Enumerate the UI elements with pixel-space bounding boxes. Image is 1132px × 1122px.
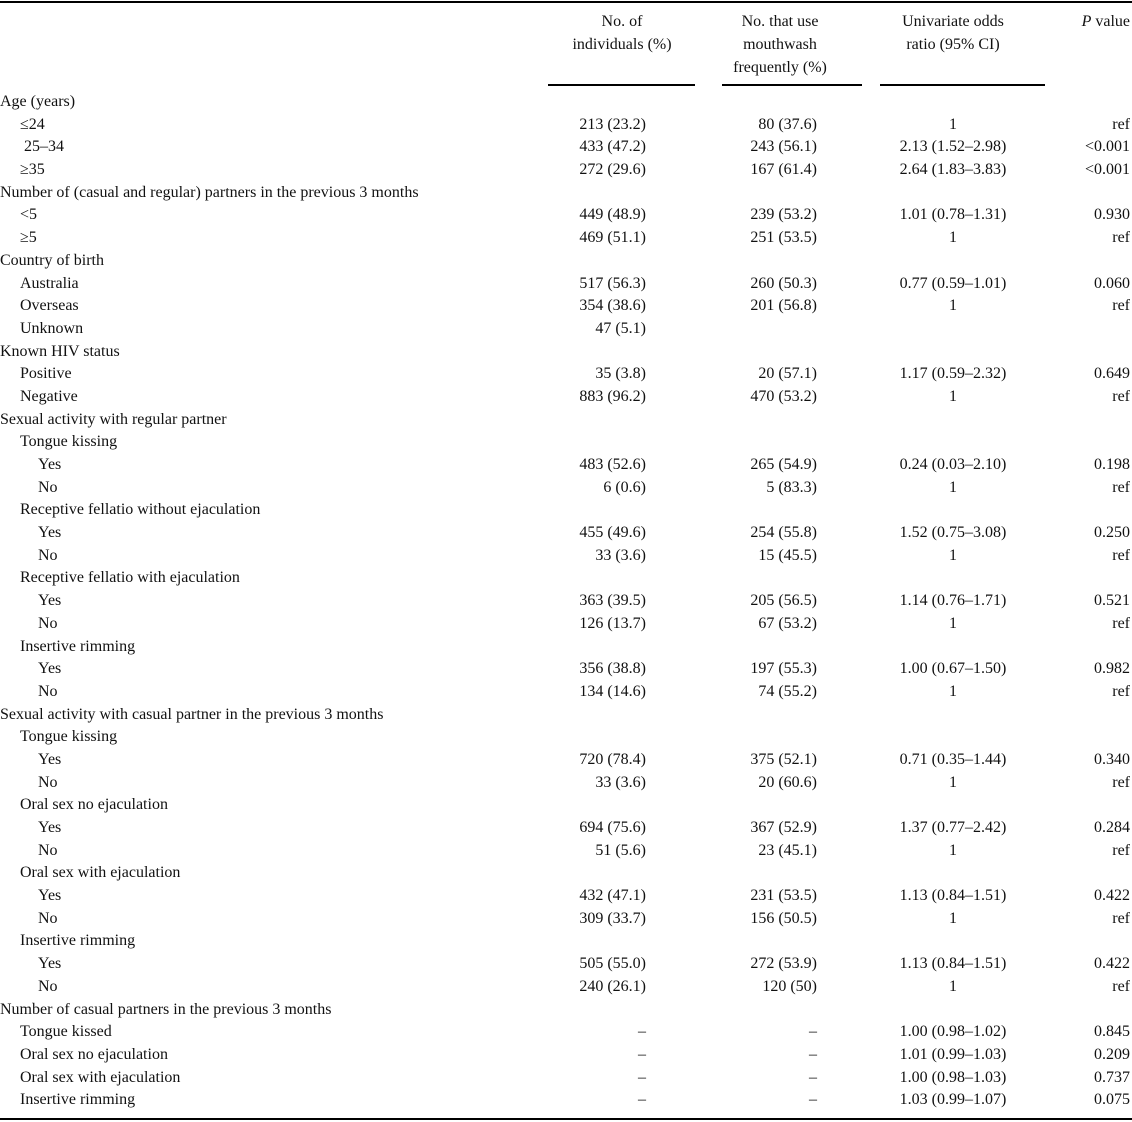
cell-p-value: 0.737	[1094, 1068, 1130, 1086]
cell-mouthwash: –	[809, 1068, 817, 1086]
cell-mouthwash: 120 (50)	[762, 977, 817, 995]
cell-odds-ratio: 1.00 (0.98–1.02)	[899, 1023, 1007, 1041]
table-row	[0, 409, 1132, 432]
row-label: Oral sex no ejaculation	[20, 1045, 168, 1063]
cell-odds-ratio: 1.17 (0.59–2.32)	[899, 365, 1007, 383]
row-label: Negative	[20, 387, 78, 405]
table-row	[0, 658, 1132, 681]
header-mouthwash-line: mouthwash	[743, 36, 817, 53]
cell-mouthwash: 156 (50.5)	[750, 909, 817, 927]
table-row	[0, 318, 1132, 341]
row-label: No	[38, 682, 58, 700]
table-row	[0, 454, 1132, 477]
cell-individuals: –	[638, 1045, 646, 1063]
cell-individuals: –	[638, 1068, 646, 1086]
header-mouthwash	[700, 10, 860, 79]
table-row	[0, 567, 1132, 590]
cell-p-value: 0.284	[1094, 819, 1130, 836]
cell-p-value: 0.422	[1094, 955, 1130, 973]
cell-mouthwash: 74 (55.2)	[758, 682, 817, 700]
row-label: Australia	[20, 274, 79, 292]
cell-p-value: <0.001	[1084, 161, 1130, 179]
cell-mouthwash: 239 (53.2)	[750, 206, 817, 224]
header-odds-ratio	[874, 10, 1032, 56]
row-label: Known HIV status	[0, 342, 120, 360]
cell-odds-ratio: 1.37 (0.77–2.42)	[899, 819, 1007, 836]
cell-individuals: 213 (23.2)	[579, 115, 646, 133]
table-row	[0, 522, 1132, 545]
cell-p-value: 0.198	[1094, 456, 1130, 473]
header-individuals	[532, 10, 712, 56]
cell-individuals: 883 (96.2)	[579, 387, 646, 405]
cell-odds-ratio: 1	[949, 387, 957, 405]
cell-individuals: 455 (49.6)	[579, 524, 646, 542]
table-row	[0, 499, 1132, 522]
row-label: Yes	[38, 955, 62, 973]
cell-p-value: 0.340	[1094, 750, 1130, 768]
table-row	[0, 363, 1132, 386]
cell-odds-ratio: 1.01 (0.99–1.03)	[899, 1045, 1007, 1063]
cell-odds-ratio: 1	[949, 478, 957, 496]
table-row	[0, 545, 1132, 568]
cell-mouthwash: 15 (45.5)	[758, 546, 817, 564]
cell-mouthwash: 265 (54.9)	[750, 456, 817, 473]
table-row	[0, 295, 1132, 318]
cell-odds-ratio: 1	[949, 977, 957, 995]
row-label: Insertive rimming	[20, 932, 136, 950]
cell-odds-ratio: 1.14 (0.76–1.71)	[899, 592, 1007, 610]
table-row	[0, 182, 1132, 205]
cell-mouthwash: 197 (55.3)	[750, 660, 817, 678]
table-bottom-rule	[0, 1118, 1132, 1120]
row-label: Country of birth	[0, 251, 104, 269]
row-label: Yes	[38, 524, 62, 542]
cell-odds-ratio: 1.00 (0.98–1.03)	[899, 1068, 1007, 1086]
row-label: No	[38, 478, 58, 496]
table-row	[0, 341, 1132, 364]
table-row	[0, 772, 1132, 795]
row-label: Oral sex with ejaculation	[20, 864, 181, 882]
header-individuals-line: No. of	[601, 13, 643, 30]
header-underline	[880, 84, 1045, 86]
cell-odds-ratio: 1	[949, 909, 957, 927]
cell-mouthwash: 67 (53.2)	[758, 614, 817, 632]
cell-individuals: 720 (78.4)	[579, 750, 646, 768]
cell-odds-ratio: 1.00 (0.67–1.50)	[899, 660, 1007, 678]
cell-p-value: <0.001	[1084, 138, 1130, 156]
table-row	[0, 431, 1132, 454]
row-label: Sexual activity with regular partner	[0, 410, 227, 428]
cell-individuals: 354 (38.6)	[579, 297, 646, 315]
cell-p-value: 0.075	[1094, 1091, 1130, 1109]
cell-mouthwash: 470 (53.2)	[750, 387, 817, 405]
table-row	[0, 749, 1132, 772]
cell-p-value: 0.982	[1094, 660, 1130, 678]
table-body	[0, 91, 1132, 1112]
row-label: No	[38, 977, 58, 995]
table-row	[0, 885, 1132, 908]
cell-odds-ratio: 1	[949, 614, 957, 632]
cell-individuals: 433 (47.2)	[579, 138, 646, 156]
cell-p-value: ref	[1112, 115, 1130, 133]
table-row	[0, 1044, 1132, 1067]
row-label: Yes	[38, 592, 62, 610]
cell-p-value: 0.060	[1094, 274, 1130, 292]
header-p-value	[1050, 10, 1130, 33]
table-row	[0, 704, 1132, 727]
row-label: Insertive rimming	[20, 1091, 136, 1109]
cell-odds-ratio: 1	[949, 115, 957, 133]
cell-p-value: ref	[1112, 773, 1130, 791]
cell-odds-ratio: 1	[949, 841, 957, 859]
cell-p-value: ref	[1112, 841, 1130, 859]
row-label: ≥5	[20, 229, 37, 247]
cell-p-value: ref	[1112, 297, 1130, 315]
row-label: Receptive fellatio without ejaculation	[20, 501, 261, 519]
cell-mouthwash: 5 (83.3)	[766, 478, 817, 496]
cell-individuals: 432 (47.1)	[579, 887, 646, 905]
table-row	[0, 953, 1132, 976]
table-row	[0, 590, 1132, 613]
cell-odds-ratio: 0.24 (0.03–2.10)	[899, 456, 1007, 473]
row-label: Tongue kissed	[20, 1023, 112, 1041]
cell-individuals: 309 (33.7)	[579, 909, 646, 927]
cell-mouthwash: 375 (52.1)	[750, 750, 817, 768]
table-row	[0, 1021, 1132, 1044]
cell-individuals: 356 (38.8)	[579, 660, 646, 678]
cell-mouthwash: 367 (52.9)	[750, 819, 817, 836]
table-row	[0, 794, 1132, 817]
row-label: Number of (casual and regular) partners in the previous 3 months	[0, 183, 419, 201]
table-row	[0, 930, 1132, 953]
table-row	[0, 114, 1132, 137]
header-underline	[722, 84, 862, 86]
cell-mouthwash: 80 (37.6)	[758, 115, 817, 133]
cell-mouthwash: 260 (50.3)	[750, 274, 817, 292]
table-row	[0, 908, 1132, 931]
row-label: Tongue kissing	[20, 728, 118, 746]
header-p-symbol: P	[1081, 13, 1092, 30]
cell-individuals: 126 (13.7)	[579, 614, 646, 632]
cell-odds-ratio: 1.01 (0.78–1.31)	[899, 206, 1007, 224]
row-label: ≥35	[20, 161, 45, 179]
cell-odds-ratio: 0.71 (0.35–1.44)	[899, 750, 1007, 768]
row-label: Yes	[38, 819, 62, 836]
cell-individuals: 35 (3.8)	[595, 365, 646, 383]
cell-odds-ratio: 1.52 (0.75–3.08)	[899, 524, 1007, 542]
cell-odds-ratio: 1.13 (0.84–1.51)	[899, 955, 1007, 973]
table-row	[0, 159, 1132, 182]
table-row	[0, 862, 1132, 885]
row-label: Number of casual partners in the previous 3 months	[0, 1000, 332, 1018]
cell-odds-ratio: 1	[949, 229, 957, 247]
table-row	[0, 613, 1132, 636]
cell-individuals: 51 (5.6)	[595, 841, 646, 859]
cell-p-value: 0.209	[1094, 1045, 1130, 1063]
header-underline	[548, 84, 695, 86]
row-label: Unknown	[20, 319, 84, 337]
cell-mouthwash: –	[809, 1091, 817, 1109]
row-label: Tongue kissing	[20, 433, 118, 451]
cell-p-value: ref	[1112, 387, 1130, 405]
header-mouthwash-line: frequently (%)	[733, 59, 827, 76]
cell-individuals: 6 (0.6)	[603, 478, 646, 496]
cell-odds-ratio: 2.13 (1.52–2.98)	[899, 138, 1007, 156]
table-row	[0, 1067, 1132, 1090]
cell-mouthwash: 231 (53.5)	[750, 887, 817, 905]
header-p-text: value	[1091, 13, 1130, 30]
cell-mouthwash: 272 (53.9)	[750, 955, 817, 973]
cell-p-value: ref	[1112, 977, 1130, 995]
cell-individuals: 33 (3.6)	[595, 546, 646, 564]
table-row	[0, 204, 1132, 227]
row-label: Oral sex with ejaculation	[20, 1068, 181, 1086]
cell-p-value: ref	[1112, 478, 1130, 496]
cell-mouthwash: 254 (55.8)	[750, 524, 817, 542]
cell-individuals: 694 (75.6)	[579, 819, 646, 836]
table-row	[0, 976, 1132, 999]
cell-individuals: 363 (39.5)	[579, 592, 646, 610]
cell-p-value: 0.422	[1094, 887, 1130, 905]
cell-individuals: 505 (55.0)	[579, 955, 646, 973]
cell-p-value: ref	[1112, 546, 1130, 564]
table-row	[0, 250, 1132, 273]
cell-odds-ratio: 1	[949, 297, 957, 315]
row-label: No	[38, 841, 58, 859]
cell-p-value: ref	[1112, 229, 1130, 247]
row-label: Sexual activity with casual partner in the previous 3 months	[0, 705, 384, 723]
table-row	[0, 227, 1132, 250]
cell-p-value: 0.250	[1094, 524, 1130, 542]
cell-mouthwash: 243 (56.1)	[750, 138, 817, 156]
row-label: 25–34	[20, 138, 64, 156]
row-label: Oral sex no ejaculation	[20, 796, 168, 814]
row-label: ≤24	[20, 115, 45, 133]
table-row	[0, 817, 1132, 840]
row-label: Age (years)	[0, 93, 76, 110]
row-label: No	[38, 773, 58, 791]
row-label: No	[38, 909, 58, 927]
cell-odds-ratio: 1	[949, 546, 957, 564]
cell-p-value: 0.649	[1094, 365, 1130, 383]
cell-p-value: ref	[1112, 614, 1130, 632]
row-label: Yes	[38, 456, 62, 473]
row-label: No	[38, 614, 58, 632]
cell-odds-ratio: 1.13 (0.84–1.51)	[899, 887, 1007, 905]
cell-mouthwash: –	[809, 1045, 817, 1063]
table-row	[0, 999, 1132, 1022]
row-label: Receptive fellatio with ejaculation	[20, 569, 240, 587]
table-row	[0, 636, 1132, 659]
cell-odds-ratio: 1.03 (0.99–1.07)	[899, 1091, 1007, 1109]
header-odds-ratio-line: Univariate odds	[902, 13, 1004, 30]
cell-odds-ratio: 1	[949, 682, 957, 700]
header-mouthwash-line: No. that use	[741, 13, 819, 30]
row-label: <5	[20, 206, 38, 224]
cell-individuals: 449 (48.9)	[579, 206, 646, 224]
cell-mouthwash: 23 (45.1)	[758, 841, 817, 859]
cell-individuals: 469 (51.1)	[579, 229, 646, 247]
cell-p-value: 0.521	[1094, 592, 1130, 610]
cell-individuals: –	[638, 1023, 646, 1041]
row-label: Overseas	[20, 297, 79, 315]
cell-p-value: ref	[1112, 682, 1130, 700]
row-label: Yes	[38, 887, 62, 905]
cell-mouthwash: 205 (56.5)	[750, 592, 817, 610]
cell-individuals: 272 (29.6)	[579, 161, 646, 179]
table-row	[0, 136, 1132, 159]
row-label: Yes	[38, 750, 62, 768]
table-row	[0, 273, 1132, 296]
cell-individuals: 483 (52.6)	[579, 456, 646, 473]
table-row	[0, 91, 1132, 114]
table-row	[0, 1089, 1132, 1112]
cell-odds-ratio: 2.64 (1.83–3.83)	[899, 161, 1007, 179]
cell-p-value: ref	[1112, 909, 1130, 927]
cell-mouthwash: 20 (57.1)	[758, 365, 817, 383]
cell-individuals: 47 (5.1)	[595, 319, 646, 337]
cell-individuals: 134 (14.6)	[579, 682, 646, 700]
table-row	[0, 386, 1132, 409]
table-row	[0, 681, 1132, 704]
cell-p-value: 0.845	[1094, 1023, 1130, 1041]
cell-odds-ratio: 0.77 (0.59–1.01)	[899, 274, 1007, 292]
cell-individuals: –	[638, 1091, 646, 1109]
row-label: Yes	[38, 660, 62, 678]
table-row	[0, 477, 1132, 500]
cell-individuals: 517 (56.3)	[579, 274, 646, 292]
cell-mouthwash: 167 (61.4)	[750, 161, 817, 179]
table-row	[0, 726, 1132, 749]
row-label: No	[38, 546, 58, 564]
table-top-rule	[0, 1, 1132, 3]
cell-mouthwash: 251 (53.5)	[750, 229, 817, 247]
row-label: Insertive rimming	[20, 637, 136, 655]
header-individuals-line: individuals (%)	[572, 36, 672, 53]
cell-individuals: 240 (26.1)	[579, 977, 646, 995]
cell-mouthwash: 20 (60.6)	[758, 773, 817, 791]
cell-p-value: 0.930	[1094, 206, 1130, 224]
cell-mouthwash: –	[809, 1023, 817, 1041]
cell-mouthwash: 201 (56.8)	[750, 297, 817, 315]
table-row	[0, 840, 1132, 863]
cell-odds-ratio: 1	[949, 773, 957, 791]
header-odds-ratio-line: ratio (95% CI)	[906, 36, 1000, 53]
cell-individuals: 33 (3.6)	[595, 773, 646, 791]
row-label: Positive	[20, 365, 72, 383]
